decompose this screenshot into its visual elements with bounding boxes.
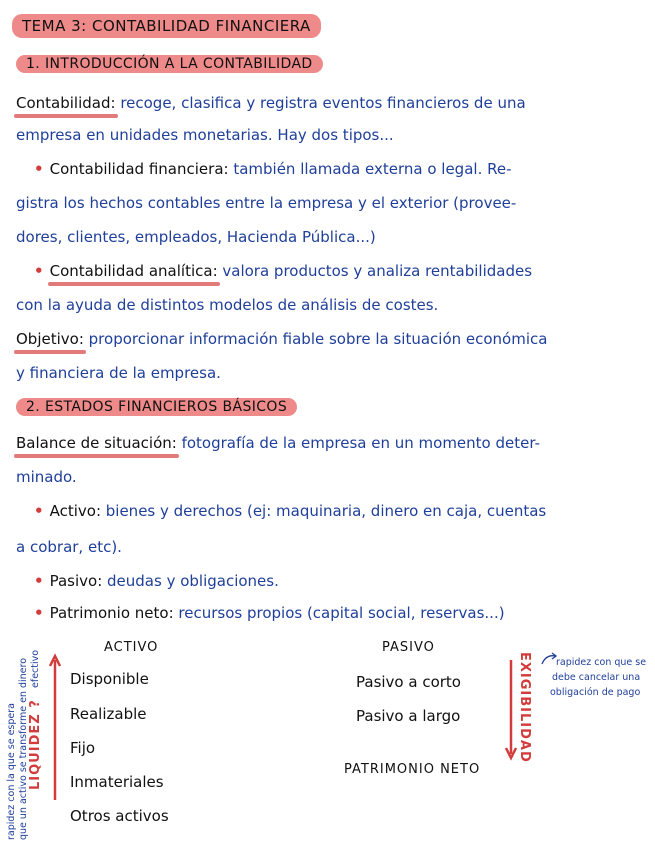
bullet-icon: •: [34, 604, 44, 622]
objetivo-term: Objetivo:: [16, 330, 84, 348]
patrimonio-def: recursos propios (capital social, reservas...): [173, 604, 505, 622]
exigibilidad-note-line1: rapidez con que se: [556, 657, 647, 668]
objetivo-def-line2: y financiera de la empresa.: [16, 364, 221, 382]
balance-def-line2: minado.: [16, 468, 77, 486]
liquidez-note-line2: que un activo se transforme en dinero: [18, 657, 29, 840]
patrimonio-term: Patrimonio neto:: [49, 604, 174, 622]
bullet-icon: •: [34, 572, 44, 590]
exigibilidad-arrow-icon: [504, 654, 518, 764]
exigibilidad-label: EXIGIBILIDAD: [517, 652, 532, 763]
activo-item: [34, 500, 546, 522]
financiera-def-line1: también llamada externa o legal. Re-: [228, 160, 512, 178]
pasivo-heading: PASIVO: [382, 640, 435, 655]
contabilidad-definition: [16, 92, 526, 114]
section-heading-2: 2. ESTADOS FINANCIEROS BÁSICOS: [16, 398, 297, 416]
page-title: TEMA 3: CONTABILIDAD FINANCIERA: [12, 14, 321, 38]
contabilidad-def-line1: recoge, clasifica y registra eventos financieros de una: [115, 94, 526, 112]
pasivo-item: [34, 570, 279, 592]
activo-term: Activo:: [49, 502, 101, 520]
liquidez-arrow-icon: [48, 652, 62, 802]
liquidez-note-line1: rapidez con la que se espera: [6, 703, 17, 840]
financiera-term: Contabilidad financiera:: [49, 160, 229, 178]
patrimonio-item: [34, 602, 505, 624]
financiera-item: [34, 158, 512, 180]
contabilidad-term: Contabilidad:: [16, 94, 116, 112]
balance-definition: [16, 432, 540, 454]
objetivo-def-line1: proporcionar información fiable sobre la situación económica: [83, 330, 548, 348]
activo-list-item: Inmateriales: [70, 773, 164, 791]
analitica-def-line2: con la ayuda de distintos modelos de análisis de costes.: [16, 296, 439, 314]
activo-list-item: Disponible: [70, 670, 149, 688]
liquidez-label: LIQUIDEZ ?: [28, 699, 43, 790]
pasivo-term: Pasivo:: [49, 572, 103, 590]
pasivo-list-item: Pasivo a largo: [356, 707, 461, 725]
activo-heading: ACTIVO: [104, 640, 159, 655]
bullet-icon: •: [34, 262, 44, 280]
balance-term: Balance de situación:: [16, 434, 177, 452]
liquidez-note-line3: efectivo: [30, 649, 41, 688]
contabilidad-def-line2: empresa en unidades monetarias. Hay dos tipos...: [16, 126, 394, 144]
balance-def-line1: fotografía de la empresa en un momento deter-: [176, 434, 540, 452]
analitica-item: [34, 260, 532, 282]
pasivo-def: deudas y obligaciones.: [102, 572, 279, 590]
patrimonio-neto-heading: PATRIMONIO NETO: [344, 762, 481, 777]
analitica-def-line1: valora productos y analiza rentabilidades: [217, 262, 533, 280]
financiera-def-line3: dores, clientes, empleados, Hacienda Pública...): [16, 228, 376, 246]
activo-list-item: Realizable: [70, 705, 147, 723]
financiera-def-line2: gistra los hechos contables entre la empresa y el exterior (provee-: [16, 194, 517, 212]
activo-list-item: Fijo: [70, 739, 96, 757]
exigibilidad-note-line2: debe cancelar una: [552, 672, 641, 683]
activo-def-line2: a cobrar, etc).: [16, 538, 122, 556]
pasivo-list-item: Pasivo a corto: [356, 673, 461, 691]
section-heading-1: 1. INTRODUCCIÓN A LA CONTABILIDAD: [16, 55, 323, 73]
exigibilidad-note-line3: obligación de pago: [550, 687, 641, 698]
activo-list-item: Otros activos: [70, 807, 169, 825]
activo-def-line1: bienes y derechos (ej: maquinaria, dinero en caja, cuentas: [101, 502, 547, 520]
analitica-term: Contabilidad analítica:: [49, 262, 218, 280]
bullet-icon: •: [34, 160, 44, 178]
objetivo-definition: [16, 328, 547, 350]
bullet-icon: •: [34, 502, 44, 520]
